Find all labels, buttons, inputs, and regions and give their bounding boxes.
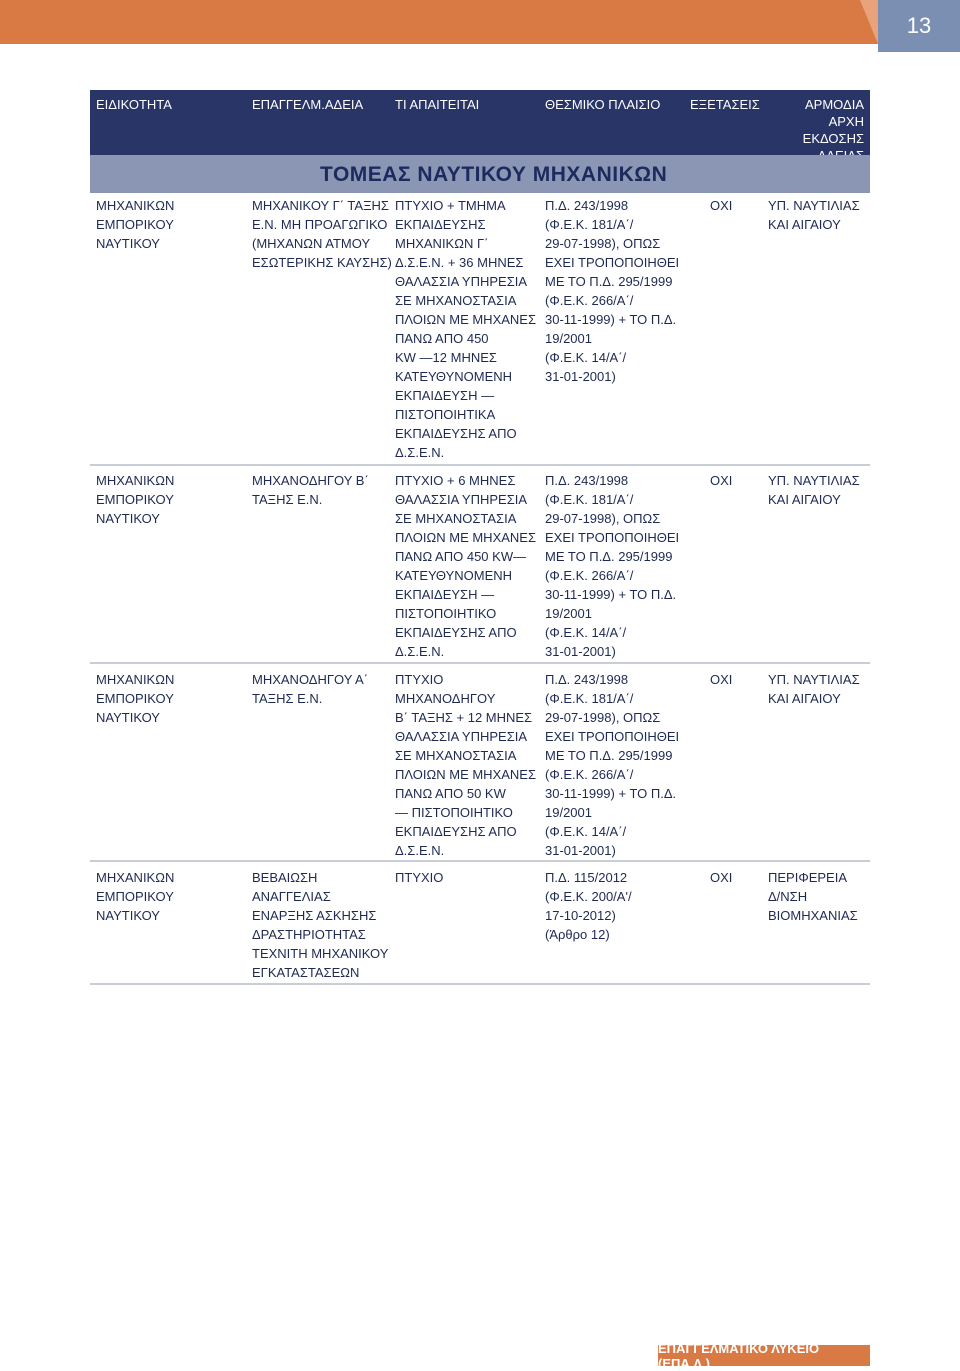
cell-requirements: ΠΤΥΧΙΟ <box>395 870 444 885</box>
cell-specialty: ΜΗΧΑΝΙΚΩΝ ΕΜΠΟΡΙΚΟΥ ΝΑΥΤΙΚΟΥ <box>96 473 175 526</box>
cell-authority: ΥΠ. ΝΑΥΤΙΛΙΑΣ ΚΑΙ ΑΙΓΑΙΟΥ <box>768 672 860 706</box>
cell-framework: Π.Δ. 243/1998 (Φ.Ε.Κ. 181/Α΄/ 29-07-1998), ΟΠΩΣ ΕΧΕΙ ΤΡΟΠΟΠΟΙΗΘΕΙ ΜΕ ΤΟ Π.Δ. 295/1999 (Φ.Ε.Κ. 266/Α΄/ 30-11-1999) + ΤΟ Π.Δ. 19/2001 (Φ.Ε.Κ. 14/Α΄/ 31-01-2001) <box>545 473 680 659</box>
header-specialty: ΕΙΔΙΚΟΤΗΤΑ <box>96 97 172 112</box>
cell-requirements: ΠΤΥΧΙΟ + ΤΜΗΜΑ ΕΚΠΑΙΔΕΥΣΗΣ ΜΗΧΑΝΙΚΩΝ Γ΄ Δ.Σ.Ε.Ν. + 36 ΜΗΝΕΣ ΘΑΛΑΣΣΙΑ ΥΠΗΡΕΣΙΑ ΣΕ ΜΗΧΑΝΟΣΤΑΣΙΑ ΠΛΟΙΩΝ ΜΕ ΜΗΧΑΝΕΣ ΠΑΝΩ ΑΠΟ 450 KW —12 ΜΗΝΕΣ ΚΑΤΕΥΘΥΝΟΜΕΝΗ ΕΚΠΑΙΔΕΥΣΗ — ΠΙΣΤΟΠΟΙΗΤΙΚΑ ΕΚΠΑΙΔΕΥΣΗΣ ΑΠΟ Δ.Σ.Ε.Ν. <box>395 198 537 460</box>
footer-label: ΕΠΑΓΓΕΛΜΑΤΙΚΟ ΛΥΚΕΙΟ (ΕΠΑ.Λ.) <box>658 1345 870 1366</box>
table-row <box>90 471 870 664</box>
cell-authority: ΥΠ. ΝΑΥΤΙΛΙΑΣ ΚΑΙ ΑΙΓΑΙΟΥ <box>768 473 860 507</box>
cell-framework: Π.Δ. 243/1998 (Φ.Ε.Κ. 181/Α΄/ 29-07-1998), ΟΠΩΣ ΕΧΕΙ ΤΡΟΠΟΠΟΙΗΘΕΙ ΜΕ ΤΟ Π.Δ. 295/1999 (Φ.Ε.Κ. 266/Α΄/ 30-11-1999) + ΤΟ Π.Δ. 19/2001 (Φ.Ε.Κ. 14/Α΄/ 31-01-2001) <box>545 672 680 858</box>
header-exams: ΕΞΕΤΑΣΕΙΣ <box>690 97 760 112</box>
cell-authority: ΥΠ. ΝΑΥΤΙΛΙΑΣ ΚΑΙ ΑΙΓΑΙΟΥ <box>768 198 860 232</box>
cell-license: ΜΗΧΑΝΙΚΟΥ Γ΄ ΤΑΞΗΣ Ε.Ν. ΜΗ ΠΡΟΑΓΩΓΙΚΟ (ΜΗΧΑΝΩΝ ΑΤΜΟΥ ΕΣΩΤΕΡΙΚΗΣ ΚΑΥΣΗΣ) <box>252 198 392 270</box>
header-license: ΕΠΑΓΓΕΛΜ.ΑΔΕΙΑ <box>252 97 364 112</box>
table-row <box>90 670 870 862</box>
cell-specialty: ΜΗΧΑΝΙΚΩΝ ΕΜΠΟΡΙΚΟΥ ΝΑΥΤΙΚΟΥ <box>96 198 175 251</box>
cell-specialty: ΜΗΧΑΝΙΚΩΝ ΕΜΠΟΡΙΚΟΥ ΝΑΥΤΙΚΟΥ <box>96 672 175 725</box>
header-framework: ΘΕΣΜΙΚΟ ΠΛΑΙΣΙΟ <box>545 97 661 112</box>
sector-bar <box>90 155 870 193</box>
top-band <box>0 0 960 44</box>
cell-requirements: ΠΤΥΧΙΟ + 6 ΜΗΝΕΣ ΘΑΛΑΣΣΙΑ ΥΠΗΡΕΣΙΑ ΣΕ ΜΗΧΑΝΟΣΤΑΣΙΑ ΠΛΟΙΩΝ ΜΕ ΜΗΧΑΝΕΣ ΠΑΝΩ ΑΠΟ 450 KW— ΚΑΤΕΥΘΥΝΟΜΕΝΗ ΕΚΠΑΙΔΕΥΣΗ — ΠΙΣΤΟΠΟΙΗΤΙΚΟ ΕΚΠΑΙΔΕΥΣΗΣ ΑΠΟ Δ.Σ.Ε.Ν. <box>395 473 537 659</box>
cell-framework: Π.Δ. 243/1998 (Φ.Ε.Κ. 181/Α΄/ 29-07-1998), ΟΠΩΣ ΕΧΕΙ ΤΡΟΠΟΠΟΙΗΘΕΙ ΜΕ ΤΟ Π.Δ. 295/1999 (Φ.Ε.Κ. 266/Α΄/ 30-11-1999) + ΤΟ Π.Δ. 19/2001 (Φ.Ε.Κ. 14/Α΄/ 31-01-2001) <box>545 198 680 384</box>
sector-title: ΤΟΜΕΑΣ ΝΑΥΤΙΚΟΥ ΜΗΧΑΝΙΚΩΝ <box>320 163 668 186</box>
cell-exams: ΟΧΙ <box>710 473 733 488</box>
cell-framework: Π.Δ. 115/2012 (Φ.Ε.Κ. 200/Α'/ 17-10-2012) (Άρθρο 12) <box>545 870 632 942</box>
cell-exams: ΟΧΙ <box>710 672 733 687</box>
corner-fold <box>860 0 878 44</box>
header-authority: ΑΡΜΟΔΙΑ ΑΡΧΗ ΕΚΔΟΣΗΣ <box>802 97 864 146</box>
table-row <box>90 196 870 466</box>
cell-exams: ΟΧΙ <box>710 870 733 885</box>
cell-license: ΜΗΧΑΝΟΔΗΓΟΥ Α΄ ΤΑΞΗΣ Ε.Ν. <box>252 672 369 706</box>
cell-license: ΜΗΧΑΝΟΔΗΓΟΥ Β΄ ΤΑΞΗΣ Ε.Ν. <box>252 473 369 507</box>
page-number: 13 <box>878 0 960 52</box>
header-requirements: ΤΙ ΑΠΑΙΤΕΙΤΑΙ <box>395 97 480 112</box>
table-row <box>90 868 870 985</box>
cell-specialty: ΜΗΧΑΝΙΚΩΝ ΕΜΠΟΡΙΚΟΥ ΝΑΥΤΙΚΟΥ <box>96 870 175 923</box>
cell-license: ΒΕΒΑΙΩΣΗ ΑΝΑΓΓΕΛΙΑΣ ΕΝΑΡΞΗΣ ΑΣΚΗΣΗΣ ΔΡΑΣΤΗΡΙΟΤΗΤΑΣ ΤΕΧΝΙΤΗ ΜΗΧΑΝΙΚΟΥ ΕΓΚΑΤΑΣΤΑΣΕΩΝ <box>252 870 389 980</box>
table-header <box>90 90 870 155</box>
cell-exams: ΟΧΙ <box>710 198 733 213</box>
cell-authority: ΠΕΡΙΦΕΡΕΙΑ Δ/ΝΣΗ ΒΙΟΜΗΧΑΝΙΑΣ <box>768 870 858 923</box>
cell-requirements: ΠΤΥΧΙΟ ΜΗΧΑΝΟΔΗΓΟΥ Β΄ ΤΑΞΗΣ + 12 ΜΗΝΕΣ ΘΑΛΑΣΣΙΑ ΥΠΗΡΕΣΙΑ ΣΕ ΜΗΧΑΝΟΣΤΑΣΙΑ ΠΛΟΙΩΝ ΜΕ ΜΗΧΑΝΕΣ ΠΑΝΩ ΑΠΟ 50 KW — ΠΙΣΤΟΠΟΙΗΤΙΚΟ ΕΚΠΑΙΔΕΥΣΗΣ ΑΠΟ Δ.Σ.Ε.Ν. <box>395 672 537 858</box>
